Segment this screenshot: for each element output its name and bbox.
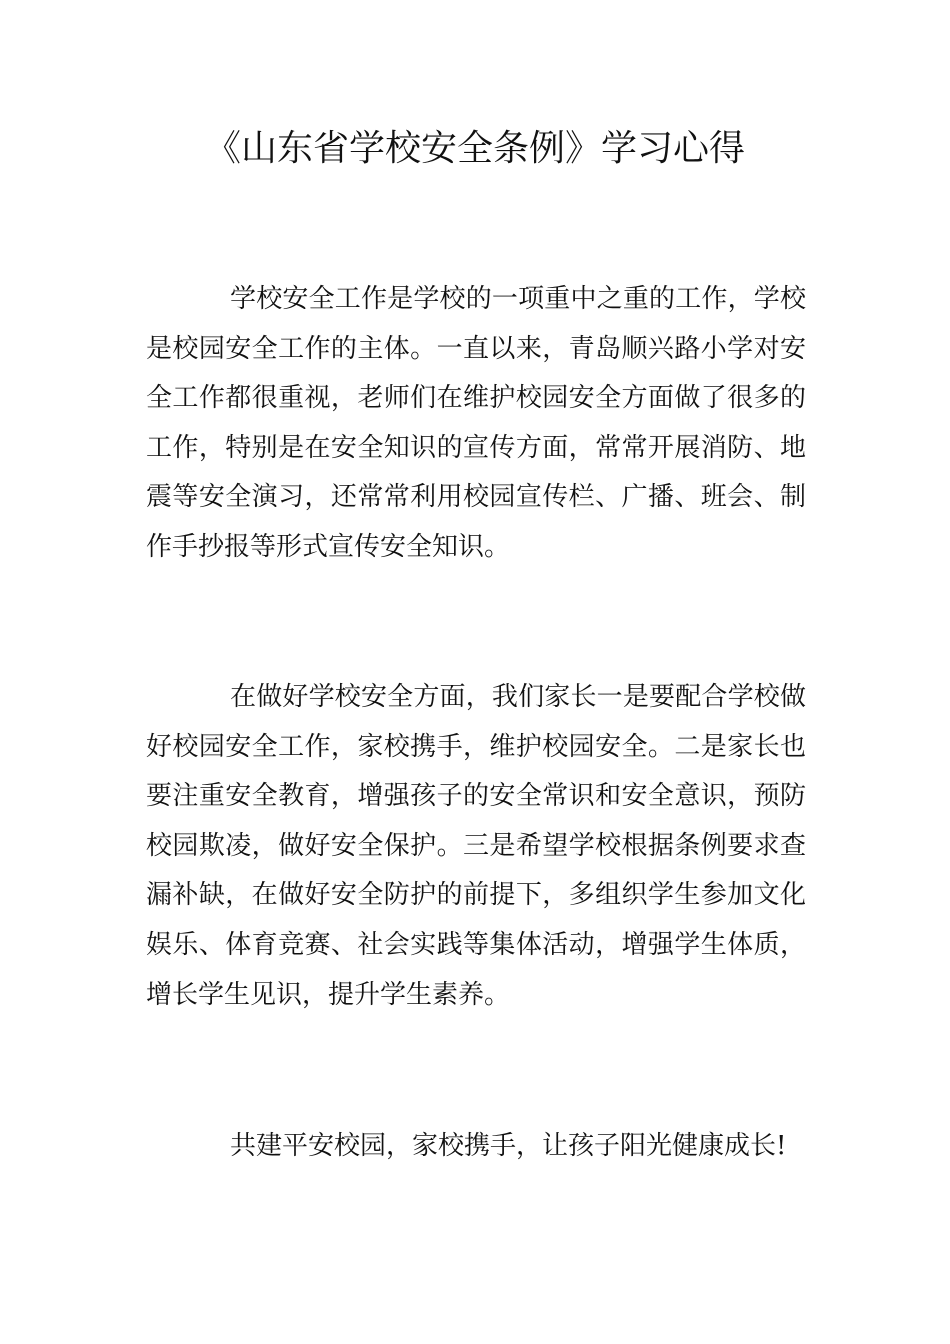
paragraph-3: 共建平安校园，家校携手，让孩子阳光健康成长!: [230, 1131, 787, 1161]
paragraph-1: 学校安全工作是学校的一项重中之重的工作，学校是校园安全工作的主体。一直以来，青岛顺兴路小学对安全工作都很重视，老师们在维护校园安全方面做了很多的工作，特别是在安全知识的宣传方面，常常开展消防、地震等安全演习，还常常利用校园宣传栏、广播、班会、制作手抄报等形式宣传安全知识。: [146, 284, 806, 562]
paragraph-2: 在做好学校安全方面，我们家长一是要配合学校做好校园安全工作，家校携手，维护校园安全。二是家长也要注重安全教育，增强孩子的安全常识和安全意识，预防校园欺凌，做好安全保护。三是希望学校根据条例要求查漏补缺，在做好安全防护的前提下，多组织学生参加文化娱乐、体育竞赛、社会实践等集体活动，增强学生体质，增长学生见识，提升学生素养。: [146, 682, 806, 1010]
document-title: 《山东省学校安全条例》学习心得: [204, 128, 745, 169]
